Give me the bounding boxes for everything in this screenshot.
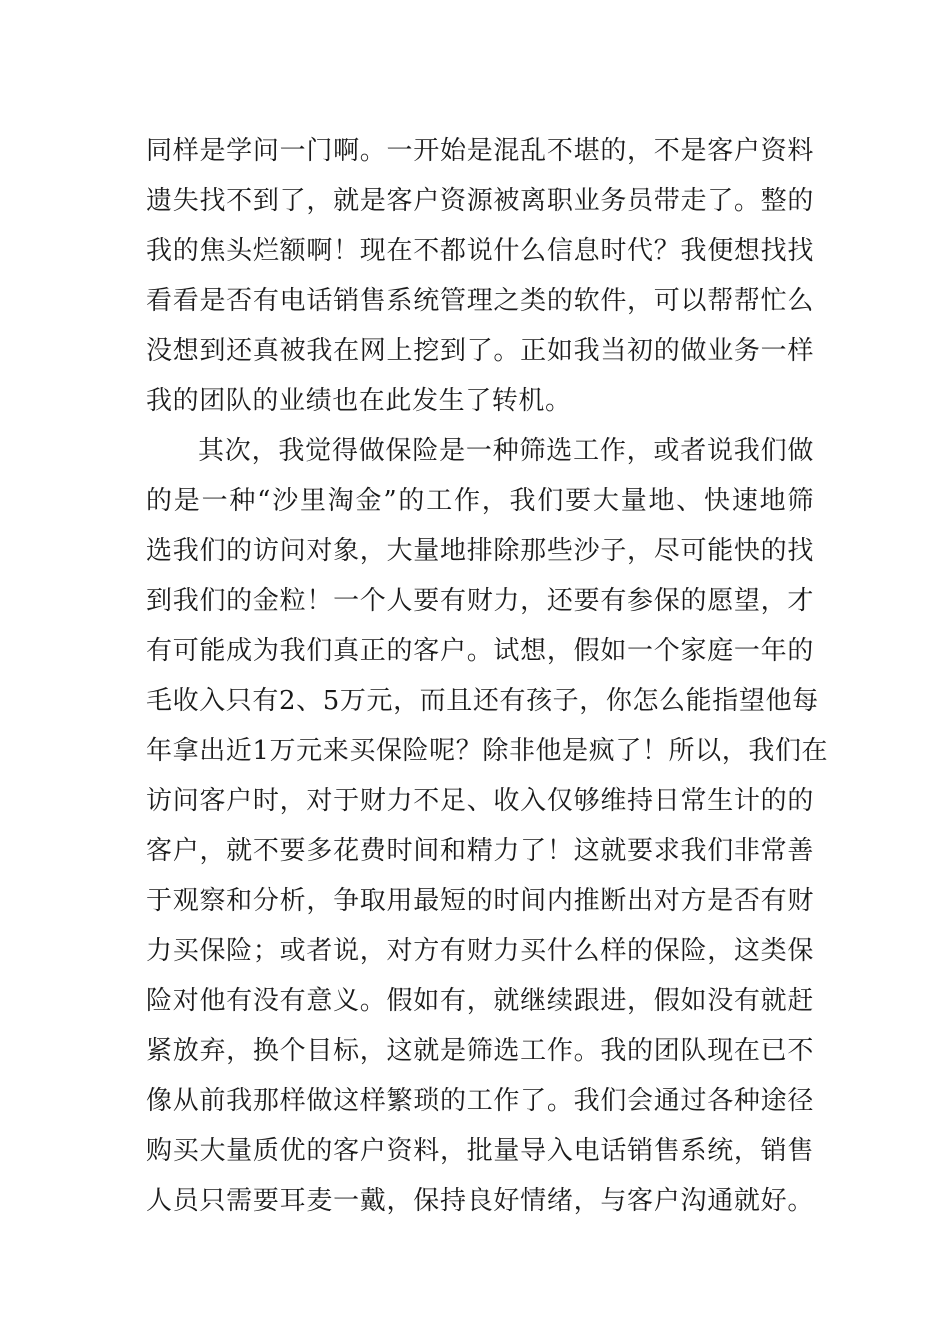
- text-line: 遗失找不到了，就是客户资源被离职业务员带走了。整的: [146, 186, 814, 216]
- text-line: 我的团队的业绩也在此发生了转机。: [146, 386, 572, 416]
- text-line: 有可能成为我们真正的客户。试想，假如一个家庭一年的: [146, 636, 814, 666]
- text-line: 客户，就不要多花费时间和精力了！这就要求我们非常善: [146, 836, 814, 866]
- text-line: 购买大量质优的客户资料，批量导入电话销售系统，销售: [146, 1136, 814, 1166]
- text-line: 选我们的访问对象，大量地排除那些沙子，尽可能快的找: [146, 536, 814, 566]
- text-line: 其次，我觉得做保险是一种筛选工作，或者说我们做: [198, 436, 814, 466]
- text-line: 险对他有没有意义。假如有，就继续跟进，假如没有就赶: [146, 986, 814, 1016]
- text-line: 看看是否有电话销售系统管理之类的软件，可以帮帮忙么: [146, 286, 814, 316]
- text-line: 我的焦头烂额啊！现在不都说什么信息时代？我便想找找: [146, 236, 814, 266]
- paragraph: [146, 126, 814, 426]
- text-line: 的是一种“沙里淘金”的工作，我们要大量地、快速地筛: [146, 486, 814, 516]
- text-line: 人员只需要耳麦一戴，保持良好情绪，与客户沟通就好。: [146, 1186, 814, 1216]
- text-line: 年拿出近1万元来买保险呢？除非他是疯了！所以，我们在: [146, 736, 829, 766]
- text-line: 于观察和分析，争取用最短的时间内推断出对方是否有财: [146, 886, 814, 916]
- text-line: 像从前我那样做这样繁琐的工作了。我们会通过各种途径: [146, 1086, 814, 1116]
- text-line: 访问客户时，对于财力不足、收入仅够维持日常生计的的: [146, 786, 814, 816]
- text-line: 紧放弃，换个目标，这就是筛选工作。我的团队现在已不: [146, 1036, 814, 1066]
- text-line: 毛收入只有2、5万元，而且还有孩子，你怎么能指望他每: [146, 686, 819, 716]
- text-line: 同样是学问一门啊。一开始是混乱不堪的，不是客户资料: [146, 136, 814, 166]
- text-line: 力买保险；或者说，对方有财力买什么样的保险，这类保: [146, 936, 814, 966]
- body-text: [146, 126, 829, 1226]
- paragraph: [146, 426, 829, 1226]
- text-line: 到我们的金粒！一个人要有财力，还要有参保的愿望，才: [146, 586, 814, 616]
- text-line: 没想到还真被我在网上挖到了。正如我当初的做业务一样: [146, 336, 814, 366]
